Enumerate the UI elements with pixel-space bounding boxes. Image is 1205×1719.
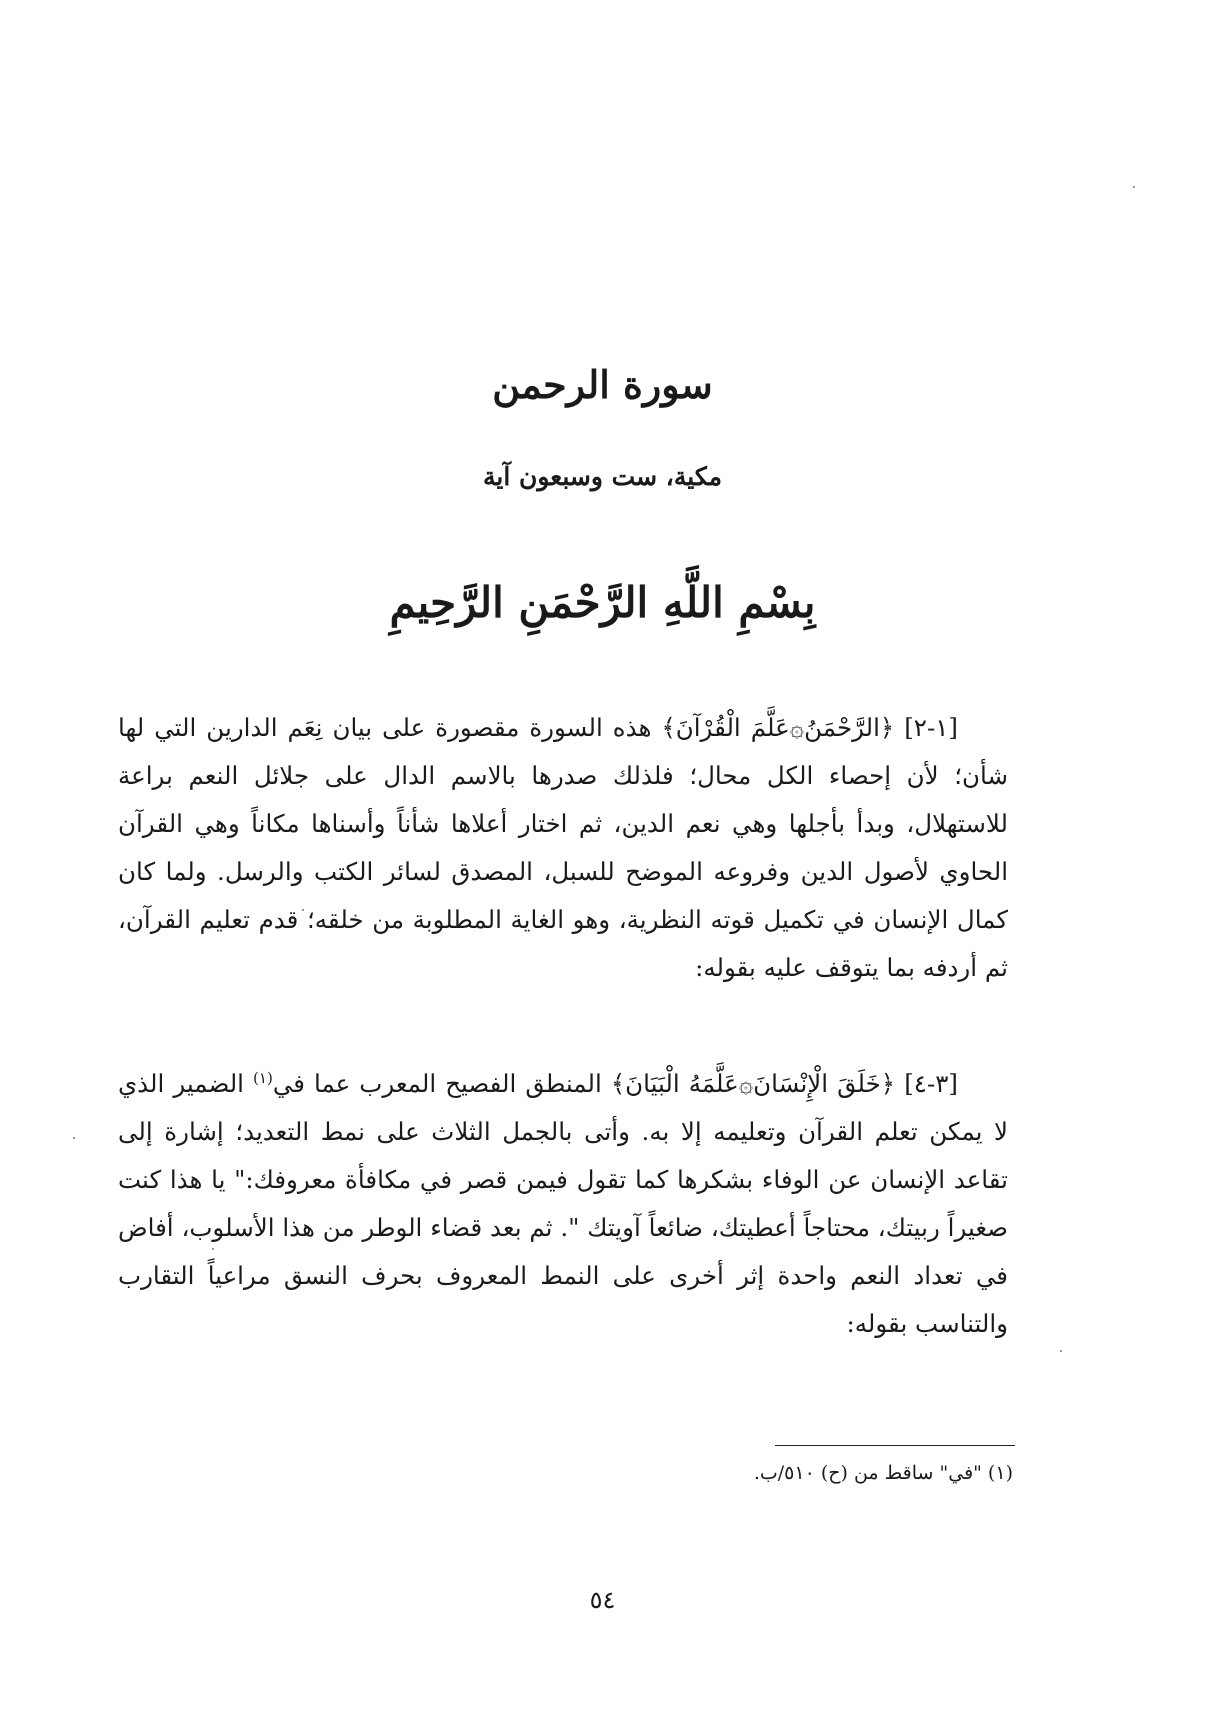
commentary-paragraph-1 <box>118 704 1008 992</box>
commentary-paragraph-2 <box>118 1060 1008 1348</box>
surah-title: سورة الرحمن <box>492 362 713 407</box>
paragraph-text-continued: الضمير الذي لا يمكن تعلم القرآن وتعليمه إلا به. وأتى بالجمل الثلاث على نمط التعديد؛ إشارة إلى تقاعد الإنسان عن الوفاء بشكرها كما تقول فيمن قصر في مكافأة معروفك:" يا هذا كنت صغيراً ربيتك، محتاجاً أعطيتك، ضائعاً آويتك ". ثم بعد قضاء الوطر من هذا الأسلوب، أفاض في تعداد النعم واحدة إثر أخرى على النمط المعروف بحرف النسق مراعياً التقارب والتناسب بقوله: <box>118 1069 1008 1338</box>
page-number: ٥٤ <box>589 1586 616 1614</box>
basmala: بِسْمِ اللَّهِ الرَّحْمَنِ الرَّحِيمِ <box>389 578 816 627</box>
surah-info: مكية، ست وسبعون آية <box>482 462 723 491</box>
paragraph-text: هذه السورة مقصورة على بيان نِعَم الدارين التي لها شأن؛ لأن إحصاء الكل محال؛ فلذلك صدرها بالاسم الدال على جلائل النعم براعة للاستهلال، وبدأ بأجلها وهي نعم الدين، ثم اختار أعلاها شأناً وأسناها مكاناً وهي القرآن الحاوي لأصول الدين وفروعه الموضح للسبل، المصدق لسائر الكتب والرسل. ولما كان كمال الإنسان في تكميل قوته النظرية، وهو الغاية المطلوبة من خلقه؛ قدم تعليم القرآن، ثم أردفه بما يتوقف عليه بقوله: <box>118 713 1008 982</box>
footnote-divider <box>775 1445 1015 1446</box>
footnote: (١) "في" ساقط من (ح) ٥١٠/ب. <box>753 1462 1013 1484</box>
paragraph-text: المنطق الفصيح المعرب عما في <box>272 1069 602 1098</box>
verse-reference: [١-٢] <box>904 713 958 742</box>
scan-speck <box>73 1137 75 1139</box>
verse-reference: [٣-٤] <box>904 1069 958 1098</box>
quran-verse: ﴿الرَّحْمَنُ۞عَلَّمَ الْقُرْآنَ﴾ <box>661 713 895 742</box>
scan-speck <box>1133 186 1135 188</box>
scan-speck <box>1060 1350 1062 1352</box>
footnote-marker[interactable]: (١) <box>253 1068 273 1087</box>
quran-verse: ﴿خَلَقَ الْإِنْسَانَ۞عَلَّمَهُ الْبَيَانَ﴾ <box>610 1069 896 1098</box>
